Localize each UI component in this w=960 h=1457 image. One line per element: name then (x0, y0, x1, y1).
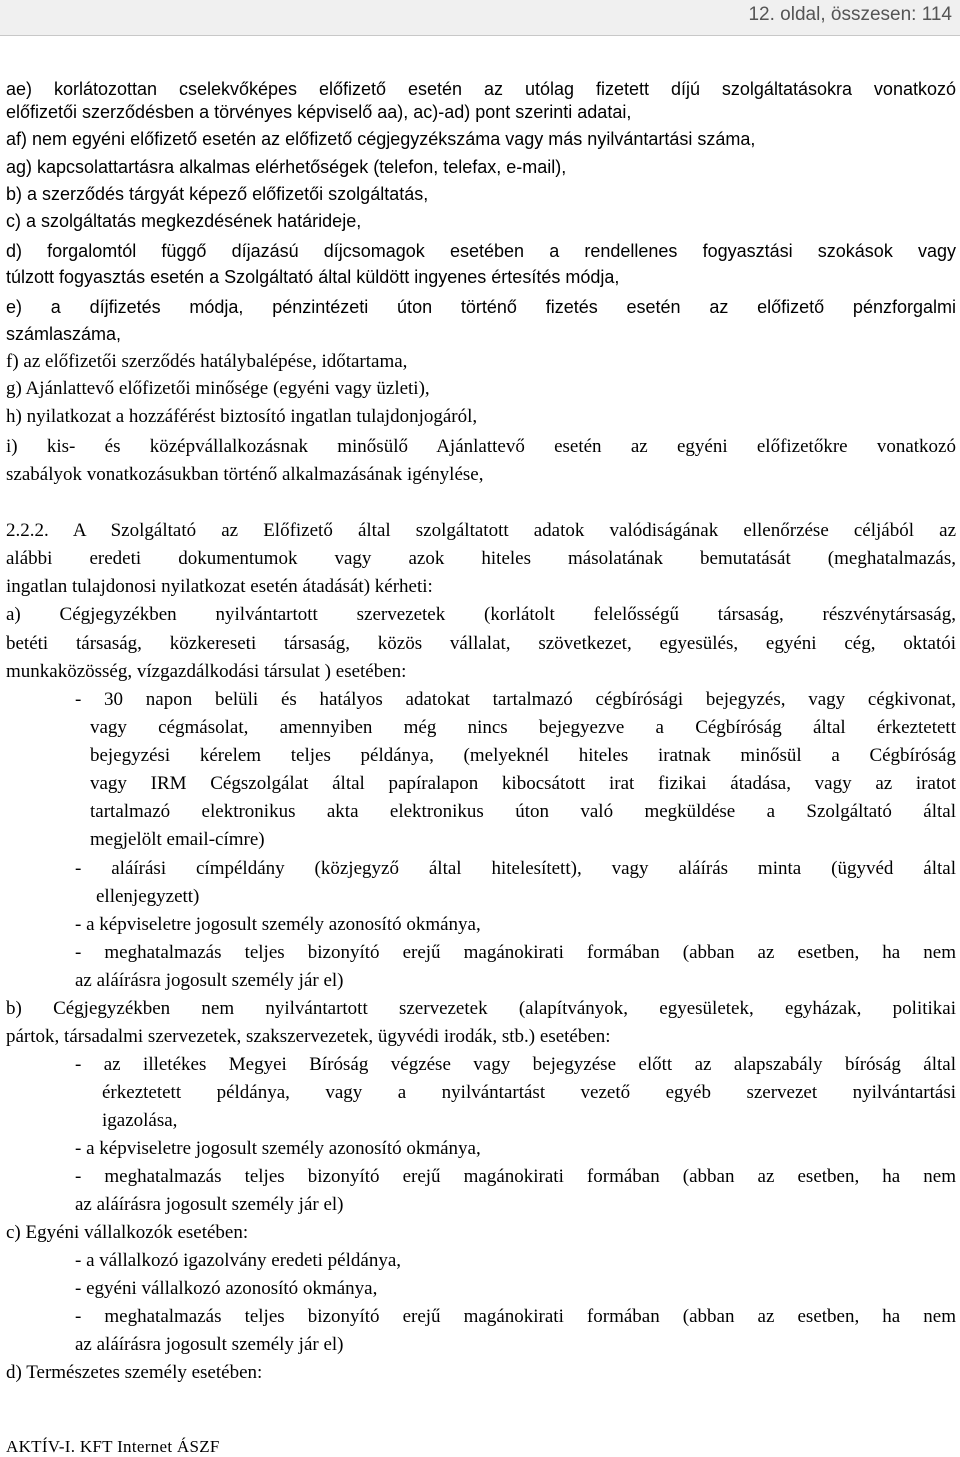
bullet-item-cont: az aláírásra jogosult személy jár el) (75, 1334, 344, 1355)
bullet-item: - meghatalmazás teljes bizonyító erejű magánokirati formában (abban az esetben, ha nem (75, 1166, 956, 1187)
page-header (0, 0, 960, 36)
list-item-ag: ag) kapcsolattartásra alkalmas elérhetőségek (telefon, telefax, e-mail), (6, 157, 567, 177)
list-item-b: b) a szerződés tárgyát képező előfizetői szolgáltatás, (6, 184, 429, 204)
bullet-item: - a vállalkozó igazolvány eredeti példánya, (75, 1250, 402, 1271)
list-item-d: d) forgalomtól függő díjazású díjcsomagok esetében a rendellenes fogyasztási szokások vagy (6, 241, 956, 261)
bullet-item: - 30 napon belüli és hatályos adatokat tartalmazó cégbírósági bejegyzés, vagy cégkivonat, (75, 689, 956, 710)
bullet-item-cont: vagy cégmásolat, amennyiben még nincs bejegyezve a Cégbíróság által érkeztetett (90, 717, 956, 738)
list-item-d2: d) Természetes személy esetében: (6, 1362, 263, 1383)
list-item-h: h) nyilatkozat a hozzáférést biztosító ingatlan tulajdonjogáról, (6, 406, 478, 427)
list-item-i-cont: szabályok vonatkozásukban történő alkalmazásának igénylése, (6, 464, 484, 485)
list-item-af: af) nem egyéni előfizető esetén az előfizető cégjegyzékszáma vagy más nyilvántartási száma, (6, 129, 756, 149)
list-item-i: i) kis- és középvállalkozásnak minősülő Ajánlattevő esetén az egyéni előfizetőkre vonatkozó (6, 436, 956, 457)
list-item-d-cont: túlzott fogyasztás esetén a Szolgáltató által küldött ingyenes értesítés módja, (6, 267, 620, 287)
bullet-item-cont: bejegyzési kérelem teljes példánya, (melyeknél hiteles iratnak minősül a Cégbíróság (90, 745, 956, 766)
bullet-item-cont: az aláírásra jogosult személy jár el) (75, 970, 344, 991)
bullet-item: - meghatalmazás teljes bizonyító erejű magánokirati formában (abban az esetben, ha nem (75, 942, 956, 963)
page-number: 12. oldal, összesen: 114 (748, 4, 952, 25)
bullet-item-cont: az aláírásra jogosult személy jár el) (75, 1194, 344, 1215)
list-item-a: a) Cégjegyzékben nyilvántartott szervezetek (korlátolt felelősségű társaság, részvénytársaság, (6, 604, 956, 625)
bullet-item-cont: vagy IRM Cégszolgálat által papíralapon kibocsátott irat fizikai átadása, vagy az iratot (90, 773, 956, 794)
list-item-ae: ae) korlátozottan cselekvőképes előfizető esetén az utólag fizetett díjú szolgáltatásokra vonatkozó (6, 79, 956, 99)
bullet-item-cont: megjelölt email-címre) (90, 829, 265, 850)
list-item-g: g) Ajánlattevő előfizetői minősége (egyéni vagy üzleti), (6, 378, 430, 399)
section-2-2-2-paragraph-cont: alábbi eredeti dokumentumok vagy azok hiteles másolatának bemutatását (meghatalmazás, (6, 548, 956, 569)
list-item-b2-cont: pártok, társadalmi szervezetek, szakszervezetek, ügyvédi irodák, stb.) esetében: (6, 1026, 611, 1047)
footer-text: AKTÍV-I. KFT Internet ÁSZF (6, 1437, 220, 1456)
bullet-item: - egyéni vállalkozó azonosító okmánya, (75, 1278, 378, 1299)
bullet-item: - aláírási címpéldány (közjegyző által hitelesített), vagy aláírás minta (ügyvéd által (75, 858, 956, 879)
bullet-item-cont: tartalmazó elektronikus akta elektronikus úton való megküldése a Szolgáltató által (90, 801, 956, 822)
bullet-item-cont: érkeztetett példánya, vagy a nyilvántartást vezető egyéb szervezet nyilvántartási (102, 1082, 956, 1103)
bullet-item: - a képviseletre jogosult személy azonosító okmánya, (75, 914, 481, 935)
list-item-c: c) a szolgáltatás megkezdésének határideje, (6, 211, 362, 231)
list-item-ae-cont: előfizetői szerződésben a törvényes képviselő aa), ac)-ad) pont szerinti adatai, (6, 102, 632, 122)
bullet-item: - a képviseletre jogosult személy azonosító okmánya, (75, 1138, 481, 1159)
section-2-2-2-paragraph-cont: ingatlan tulajdonosi nyilatkozat esetén átadását) kérheti: (6, 576, 433, 597)
list-item-c2: c) Egyéni vállalkozók esetében: (6, 1222, 249, 1243)
bullet-item: - az illetékes Megyei Bíróság végzése vagy bejegyzése előtt az alapszabály bíróság által (75, 1054, 956, 1075)
list-item-a-cont: betéti társaság, közkereseti társaság, közös vállalat, szövetkezet, egyesülés, egyéni cég, oktatói (6, 633, 956, 654)
section-2-2-2-paragraph: 2.2.2. A Szolgáltató az Előfizető által szolgáltatott adatok valódiságának ellenőrzése céljából az (6, 520, 956, 541)
list-item-b2: b) Cégjegyzékben nem nyilvántartott szervezetek (alapítványok, egyesületek, egyházak, politikai (6, 998, 956, 1019)
bullet-item-cont: igazolása, (102, 1110, 178, 1131)
list-item-a-cont: munkaközösség, vízgazdálkodási társulat ) esetében: (6, 661, 407, 682)
bullet-item: - meghatalmazás teljes bizonyító erejű magánokirati formában (abban az esetben, ha nem (75, 1306, 956, 1327)
list-item-e: e) a díjfizetés módja, pénzintézeti úton történő fizetés esetén az előfizető pénzforgalmi (6, 297, 956, 317)
list-item-e-cont: számlaszáma, (6, 324, 122, 344)
bullet-item-cont: ellenjegyzett) (96, 886, 200, 907)
list-item-f: f) az előfizetői szerződés hatálybalépése, időtartama, (6, 351, 408, 372)
